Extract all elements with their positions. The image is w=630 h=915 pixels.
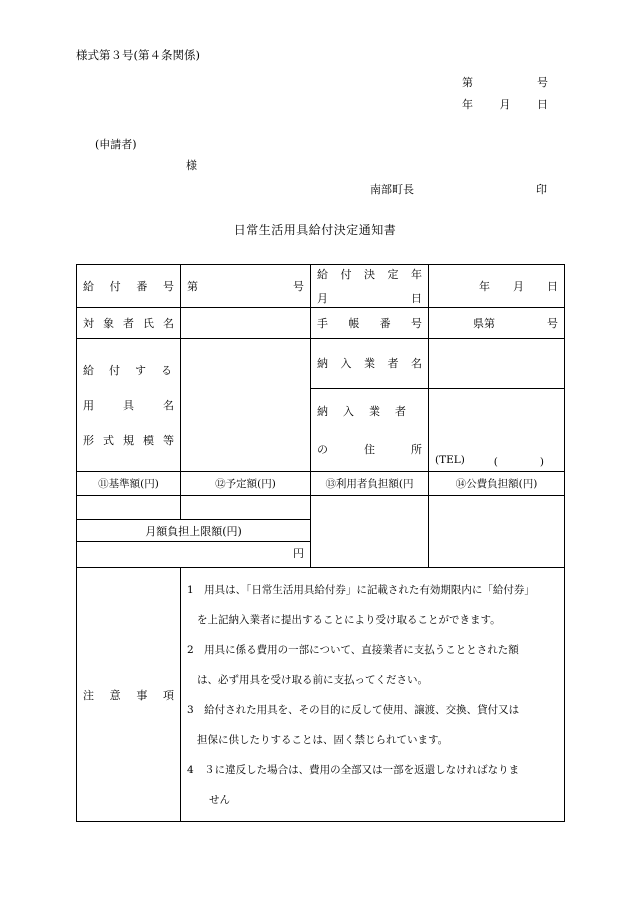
char: 付 (340, 268, 352, 281)
monthly-cap-field[interactable] (77, 542, 310, 564)
char: 番 (379, 317, 391, 330)
notes-body (181, 568, 565, 822)
char: 号 (162, 280, 174, 293)
char: 所 (411, 443, 422, 456)
char: る (161, 364, 172, 377)
issuer-name: 南部町長 (370, 183, 414, 196)
handbook-number-label (311, 308, 429, 339)
public-burden-header: ⑭公費負担額(円) (429, 472, 565, 496)
note-line: 3 給付された用具を、その目的に反して使用、譲渡、交換、貸付又は (187, 703, 520, 716)
yen-unit: 円 (293, 547, 304, 560)
decision-date-field[interactable] (429, 265, 565, 308)
char: 事 (136, 688, 148, 702)
char: 住 (364, 443, 375, 456)
char: 氏 (143, 317, 154, 330)
row-item-vendor-name (77, 339, 565, 389)
char: 号 (547, 317, 558, 330)
char: 項 (162, 688, 174, 702)
note-line: 2 用具に係る費用の一部について、直接業者に支払うこととされた額 (187, 643, 519, 656)
seal-mark: 印 (536, 183, 547, 196)
char: 模 (143, 434, 154, 447)
char: 意 (109, 688, 121, 702)
char: 対 (83, 317, 94, 330)
char: 号 (410, 317, 422, 330)
item-label (77, 339, 181, 472)
char: 入 (343, 405, 354, 418)
char: 規 (123, 434, 134, 447)
char: 者 (123, 317, 134, 330)
char: 等 (163, 434, 174, 447)
char: 定 (387, 268, 399, 281)
char: 業 (364, 357, 375, 370)
note-line: 4 ３に違反した場合は、費用の全部又は一部を返還しなければなりま (187, 763, 520, 776)
char: 手 (317, 317, 328, 330)
grant-number-label (77, 265, 181, 308)
decision-date-label (311, 265, 429, 308)
char: す (135, 364, 146, 377)
char: 名 (411, 357, 422, 370)
char: 業 (369, 405, 380, 418)
note-line: せん (209, 793, 230, 806)
planned-amount-header: ⑫予定額(円) (181, 472, 311, 496)
char: 給 (317, 268, 328, 281)
char: 象 (103, 317, 114, 330)
subject-name-field[interactable] (181, 308, 311, 339)
char: 給 (83, 280, 94, 293)
note-line: 担保に供したりすることは、固く禁じられています。 (197, 733, 449, 746)
char: 名 (163, 399, 174, 412)
char: 月 (513, 280, 524, 293)
char: 納 (317, 405, 328, 418)
monthly-cap-label: 月額負担上限額(円) (77, 520, 310, 542)
char: 注 (83, 688, 94, 702)
notes-label (77, 568, 181, 822)
char: 番 (136, 280, 148, 293)
row-grant-number (77, 265, 565, 308)
user-burden-field[interactable] (311, 496, 429, 568)
char: 号 (293, 280, 304, 293)
char: 帳 (348, 317, 360, 330)
tel-field[interactable]: ( ) (493, 456, 544, 468)
char: の (317, 443, 328, 456)
note-line: は、必ず用具を受け取る前に支払ってください。 (197, 673, 428, 686)
vendor-name-label (311, 339, 429, 389)
item-field[interactable] (181, 339, 311, 472)
form-code: 様式第３号(第４条関係) (76, 48, 200, 62)
document-number-block (462, 74, 548, 118)
char: 付 (109, 364, 120, 377)
char: 者 (395, 405, 406, 418)
char: 具 (123, 399, 134, 412)
grant-number-field[interactable] (181, 265, 311, 308)
note-2 (187, 635, 558, 695)
date-year: 年 (462, 98, 473, 111)
note-line: 1 用具は、「日常生活用具給付券」に記載された有効期限内に「給付券」 (187, 583, 535, 596)
char: 第 (187, 280, 198, 293)
tel-label: (TEL) (435, 454, 465, 466)
char: 決 (364, 268, 375, 281)
honorific: 様 (186, 159, 197, 172)
char: 者 (387, 357, 399, 370)
date-day: 日 (537, 98, 548, 111)
row-amount-headers (77, 472, 565, 496)
note-4 (187, 755, 558, 815)
amount-value-row (77, 496, 310, 520)
char: 日 (411, 292, 422, 305)
char: 付 (109, 280, 121, 293)
no-suffix: 号 (537, 76, 548, 89)
document-title: 日常生活用具給付決定通知書 (233, 223, 397, 237)
char: 給 (83, 364, 94, 377)
char: 納 (317, 357, 328, 370)
base-planned-amount-block (77, 496, 311, 568)
planned-amount-field[interactable] (181, 496, 310, 519)
char: 年 (411, 268, 422, 281)
base-amount-header: ⑪基準額(円) (77, 472, 181, 496)
no-label: 第 (462, 76, 473, 89)
user-burden-header: ⑬利用者負担額(円 (311, 472, 429, 496)
vendor-name-field[interactable] (429, 339, 565, 389)
notification-form-table (76, 264, 565, 822)
row-subject-name (77, 308, 565, 339)
char: 形 (83, 434, 94, 447)
char: 日 (547, 280, 558, 293)
date-month: 月 (499, 98, 511, 111)
row-amount-values (77, 496, 565, 568)
char: 入 (340, 357, 352, 370)
applicant-label: (申請者) (95, 138, 137, 151)
char: 県第 (473, 317, 495, 330)
char: 用 (83, 399, 94, 412)
vendor-address-label (311, 389, 429, 472)
note-1 (187, 575, 558, 635)
row-notes (77, 568, 565, 822)
vendor-address-field[interactable] (429, 389, 565, 472)
char: 名 (163, 317, 174, 330)
handbook-number-field[interactable] (429, 308, 565, 339)
note-line: を上記納入業者に提出することにより受け取ることができます。 (197, 613, 501, 626)
document-date-row (462, 96, 548, 118)
subject-name-label (77, 308, 181, 339)
base-amount-field[interactable] (77, 496, 181, 519)
public-burden-field[interactable] (429, 496, 565, 568)
char: 式 (103, 434, 114, 447)
char: 月 (317, 292, 328, 305)
note-3 (187, 695, 558, 755)
document-number-row (462, 74, 548, 96)
char: 年 (479, 280, 490, 293)
